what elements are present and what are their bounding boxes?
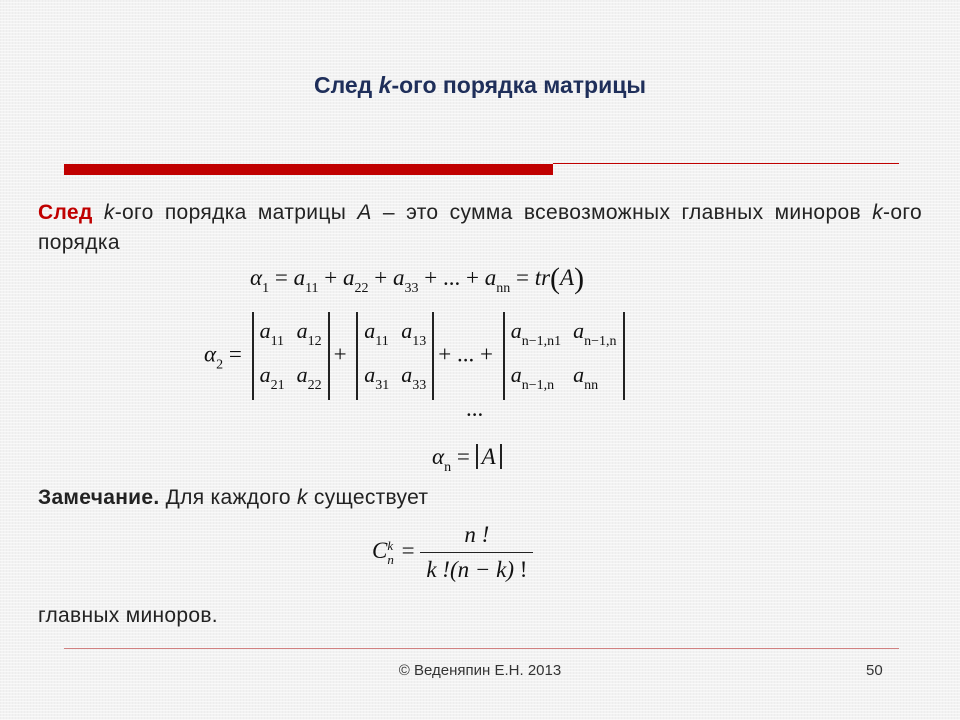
alpha-subscript: n — [444, 460, 452, 475]
fraction-denominator: k !(n − k) ! — [426, 557, 528, 582]
right-paren: ) — [574, 262, 585, 295]
alpha-subscript: 2 — [216, 357, 224, 373]
term-a: a — [293, 265, 306, 290]
term-subscript: 11 — [305, 281, 319, 296]
definition-text-1: -ого порядка матрицы — [114, 201, 358, 224]
remark-text-2: существует — [307, 486, 429, 509]
determinant-n: $a_{n-1,n1}$ $a_{n-1,n}$ $a_{n-1,n}$ $a_{nn}$ — [503, 312, 625, 400]
definition-term: След — [38, 201, 93, 224]
remark-text: Для каждого — [159, 486, 297, 509]
equals-sign: = — [269, 265, 294, 290]
title-rule-thick — [64, 164, 553, 175]
footer-rule — [64, 648, 899, 649]
determinant-a: A — [476, 444, 502, 469]
title-k: k — [378, 72, 392, 98]
title-text-pre: След — [313, 72, 379, 98]
plus-sign: + — [368, 265, 394, 290]
plus-sign: + — [318, 265, 344, 290]
remark-paragraph — [38, 486, 428, 510]
equals-sign: = — [395, 537, 421, 563]
definition-paragraph — [38, 198, 922, 258]
plus-sign: + — [333, 341, 347, 367]
closing-text: главных миноров. — [38, 604, 218, 627]
title-rule-thin — [553, 163, 899, 164]
definition-text-2: – это сумма всевозможных главных миноров — [371, 201, 873, 224]
term-a: a — [393, 265, 405, 290]
remark-label: Замечание. — [38, 486, 160, 509]
left-paren: ( — [550, 262, 561, 295]
title-text-post: -ого порядка матрицы — [391, 72, 647, 98]
slide-title — [0, 72, 960, 99]
alpha-subscript: 1 — [262, 281, 270, 296]
formula-alpha-1 — [250, 262, 584, 297]
formula-binomial — [372, 522, 533, 583]
equals-sign: = — [510, 265, 535, 290]
determinant-1: $a_{11}$ $a_{12}$ $a_{21}$ $a_{22}$ — [252, 312, 330, 400]
alpha-symbol: α — [204, 341, 217, 367]
term-subscript: 33 — [404, 281, 419, 296]
footer-copyright: © Веденяпин Е.Н. 2013 — [398, 662, 562, 679]
term-subscript: 22 — [354, 281, 369, 296]
fraction-numerator: n ! — [420, 522, 533, 553]
alpha-symbol: α — [250, 265, 263, 290]
plus-ellipsis: + ... + — [418, 265, 485, 290]
definition-k2: k — [872, 201, 884, 224]
page-number: 50 — [866, 662, 883, 679]
equals-sign: = — [451, 444, 476, 469]
term-subscript: nn — [496, 281, 511, 296]
binomial-subscript: n — [387, 551, 394, 567]
alpha-symbol: α — [432, 444, 445, 469]
determinant-2: $a_{11}$ $a_{13}$ $a_{31}$ $a_{33}$ — [356, 312, 434, 400]
vertical-ellipsis: ... — [466, 396, 484, 421]
binomial-fraction — [420, 522, 533, 583]
remark-k: k — [296, 486, 308, 509]
definition-text-3: -ого порядка — [38, 201, 922, 254]
plus-ellipsis-plus: + ... + — [438, 341, 493, 367]
term-a: a — [484, 265, 497, 290]
term-a: a — [343, 265, 355, 290]
formula-alpha-n — [432, 444, 502, 476]
binomial-c: C — [372, 537, 388, 563]
trace-operator: tr — [534, 265, 551, 290]
trace-argument: A — [560, 265, 575, 290]
binomial-superscript: k — [387, 537, 394, 553]
definition-matrix-a: A — [357, 201, 372, 224]
equals-sign: = — [223, 341, 248, 367]
definition-k: k — [103, 201, 115, 224]
formula-alpha-2 — [204, 312, 629, 400]
